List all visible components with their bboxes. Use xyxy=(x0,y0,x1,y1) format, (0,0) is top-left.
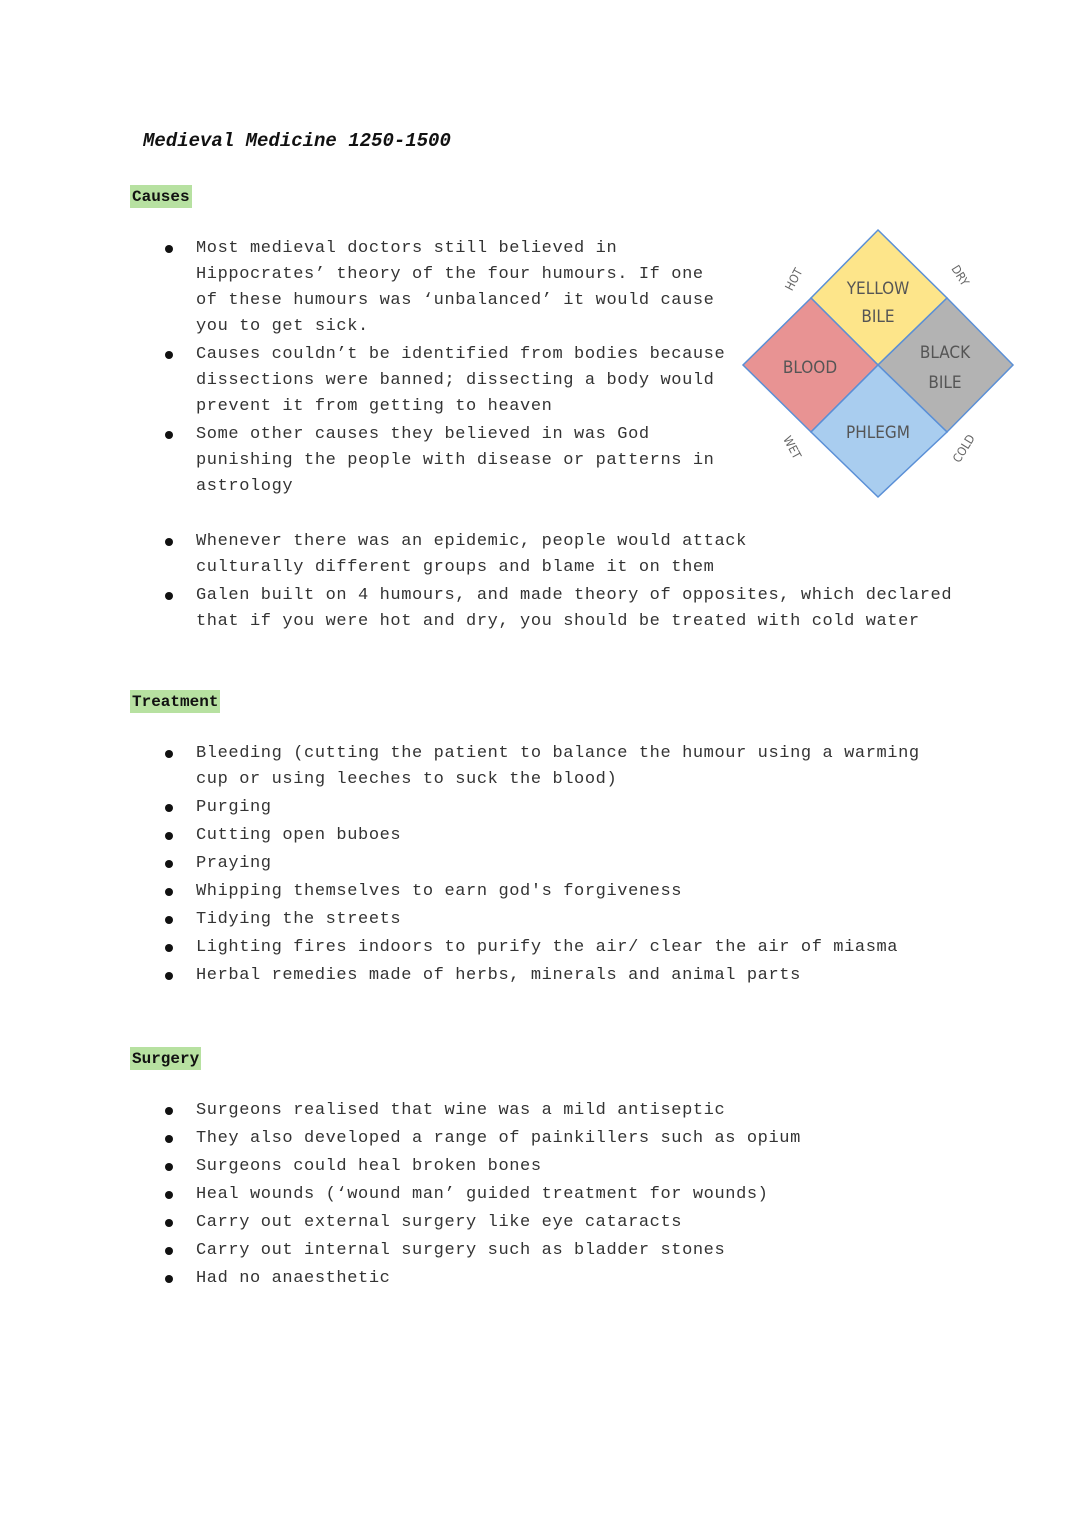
treatment-list xyxy=(163,741,963,991)
bullet-icon xyxy=(165,972,173,980)
bullet-icon xyxy=(165,538,173,546)
bullet-icon xyxy=(165,888,173,896)
list-item: Had no anaesthetic xyxy=(163,1266,963,1292)
list-item: Galen built on 4 humours, and made theory of opposites, which declared that if you were hot and dry, you should be treated with cold water xyxy=(163,583,976,635)
list-item: Heal wounds (‘wound man’ guided treatment for wounds) xyxy=(163,1182,963,1208)
wet-label: WET xyxy=(780,433,804,462)
surgery-list xyxy=(163,1098,963,1294)
list-item: They also developed a range of painkillers such as opium xyxy=(163,1126,963,1152)
list-item: Surgeons could heal broken bones xyxy=(163,1154,963,1180)
bullet-icon xyxy=(165,1191,173,1199)
dry-label: DRY xyxy=(948,262,972,289)
bullet-icon xyxy=(165,245,173,253)
bullet-icon xyxy=(165,1275,173,1283)
section-heading-treatment: Treatment xyxy=(130,690,220,713)
list-item: Bleeding (cutting the patient to balance the humour using a warming cup or using leeches to suck the blood) xyxy=(163,741,956,793)
cold-label: COLD xyxy=(949,431,978,466)
bullet-icon xyxy=(165,431,173,439)
causes-list-continued xyxy=(163,529,983,637)
four-humours-diagram xyxy=(735,222,1025,507)
list-item: Carry out external surgery like eye cataracts xyxy=(163,1210,963,1236)
bullet-icon xyxy=(165,832,173,840)
list-item: Whenever there was an epidemic, people would attack culturally different groups and blame it on them xyxy=(163,529,836,581)
bullet-icon xyxy=(165,750,173,758)
list-item: Cutting open buboes xyxy=(163,823,963,849)
section-heading-surgery: Surgery xyxy=(130,1047,201,1070)
list-item: Causes couldn’t be identified from bodies because dissections were banned; dissecting a body would prevent it from getting to heaven xyxy=(163,342,733,420)
phlegm-label: PHLEGM xyxy=(846,423,910,443)
list-item: Some other causes they believed in was God punishing the people with disease or patterns in astrology xyxy=(163,422,716,500)
black-bile-label-line1: BLACK xyxy=(919,343,971,363)
page-title: Medieval Medicine 1250-1500 xyxy=(143,130,451,152)
list-item: Most medieval doctors still believed in Hippocrates’ theory of the four humours. If one of these humours was ‘unbalanced’ it would cause you to get sick. xyxy=(163,236,733,340)
bullet-icon xyxy=(165,944,173,952)
causes-list xyxy=(163,236,733,502)
list-item: Tidying the streets xyxy=(163,907,963,933)
bullet-icon xyxy=(165,1135,173,1143)
bullet-icon xyxy=(165,351,173,359)
bullet-icon xyxy=(165,860,173,868)
hot-label: HOT xyxy=(782,265,806,294)
bullet-icon xyxy=(165,1107,173,1115)
list-item: Surgeons realised that wine was a mild antiseptic xyxy=(163,1098,963,1124)
yellow-bile-label-line1: YELLOW xyxy=(846,279,910,299)
list-item: Carry out internal surgery such as bladder stones xyxy=(163,1238,963,1264)
list-item: Lighting fires indoors to purify the air/ clear the air of miasma xyxy=(163,935,956,961)
yellow-bile-label-line2: BILE xyxy=(861,307,895,327)
black-bile-label-line2: BILE xyxy=(928,373,962,393)
section-heading-causes: Causes xyxy=(130,185,192,208)
list-item: Purging xyxy=(163,795,963,821)
bullet-icon xyxy=(165,592,173,600)
bullet-icon xyxy=(165,1219,173,1227)
list-item: Praying xyxy=(163,851,963,877)
list-item: Herbal remedies made of herbs, minerals and animal parts xyxy=(163,963,963,989)
bullet-icon xyxy=(165,1163,173,1171)
bullet-icon xyxy=(165,1247,173,1255)
bullet-icon xyxy=(165,804,173,812)
bullet-icon xyxy=(165,916,173,924)
blood-label: BLOOD xyxy=(782,358,838,378)
list-item: Whipping themselves to earn god's forgiveness xyxy=(163,879,963,905)
